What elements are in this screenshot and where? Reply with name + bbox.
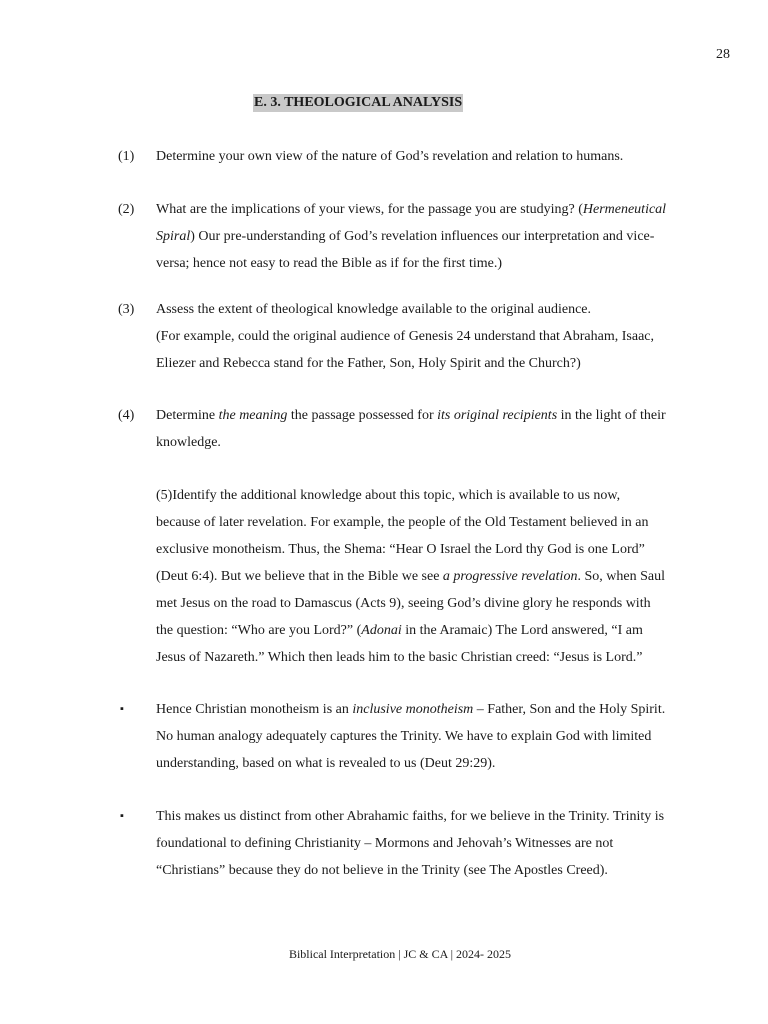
item-line: Jesus of Nazareth.” Which then leads him to the basic Christian creed: “Jesus is Lord.” (156, 650, 643, 665)
item-marker: (1) (118, 149, 135, 164)
bullet-square-icon: ▪ (120, 703, 124, 715)
item-line: Hence Christian monotheism is an inclusive monotheism – Father, Son and the Holy Spirit. (156, 702, 666, 717)
item-line: Determine the meaning the passage possessed for its original recipients in the light of their (156, 408, 666, 423)
bullet-item-2 (118, 803, 718, 884)
item-marker: (4) (118, 408, 135, 423)
list-item-3 (118, 296, 718, 377)
item-line: (Deut 6:4). But we believe that in the Bible we see a progressive revelation. So, when Saul (156, 569, 665, 584)
item-line: because of later revelation. For example, the people of the Old Testament believed in an (156, 515, 649, 530)
bullet-square-icon: ▪ (120, 810, 124, 822)
item-line: What are the implications of your views, for the passage you are studying? (Hermeneutical (156, 202, 667, 217)
list-item-5 (118, 482, 718, 671)
item-line: Assess the extent of theological knowledge available to the original audience. (156, 302, 592, 317)
item-line: Determine your own view of the nature of God’s revelation and relation to humans. (156, 149, 624, 164)
item-line: versa; hence not easy to read the Bible as if for the first time.) (156, 256, 502, 271)
item-line: (5)Identify the additional knowledge about this topic, which is available to us now, (156, 488, 621, 503)
item-line: understanding, based on what is revealed to us (Deut 29:29). (156, 756, 496, 771)
section-heading: E. 3. THEOLOGICAL ANALYSIS (254, 95, 463, 110)
list-item-4 (118, 402, 718, 456)
page-footer: Biblical Interpretation | JC & CA | 2024- 2025 (288, 947, 512, 961)
item-line: foundational to defining Christianity – Mormons and Jehovah’s Witnesses are not (156, 836, 614, 851)
item-marker: (2) (118, 202, 135, 217)
item-line: met Jesus on the road to Damascus (Acts 9), seeing God’s divine glory he responds with (156, 596, 651, 611)
list-item-2 (118, 196, 718, 277)
list-item-1 (118, 143, 718, 170)
item-line: knowledge. (156, 435, 221, 450)
item-line: exclusive monotheism. Thus, the Shema: “Hear O Israel the Lord thy God is one Lord” (156, 542, 645, 557)
item-line: This makes us distinct from other Abrahamic faiths, for we believe in the Trinity. Trinity is (156, 809, 665, 824)
page-number: 28 (716, 47, 730, 62)
bullet-item-1 (118, 696, 718, 777)
item-line: No human analogy adequately captures the Trinity. We have to explain God with limited (156, 729, 652, 744)
item-marker: (3) (118, 302, 135, 317)
item-line: (For example, could the original audience of Genesis 24 understand that Abraham, Isaac, (156, 329, 655, 344)
item-line: Spiral) Our pre-understanding of God’s revelation influences our interpretation and vice- (156, 229, 655, 244)
item-line: Eliezer and Rebecca stand for the Father, Son, Holy Spirit and the Church?) (156, 356, 581, 371)
item-line: the question: “Who are you Lord?” (Adonai in the Aramaic) The Lord answered, “I am (156, 623, 643, 638)
item-line: “Christians” because they do not believe in the Trinity (see The Apostles Creed). (156, 863, 608, 878)
